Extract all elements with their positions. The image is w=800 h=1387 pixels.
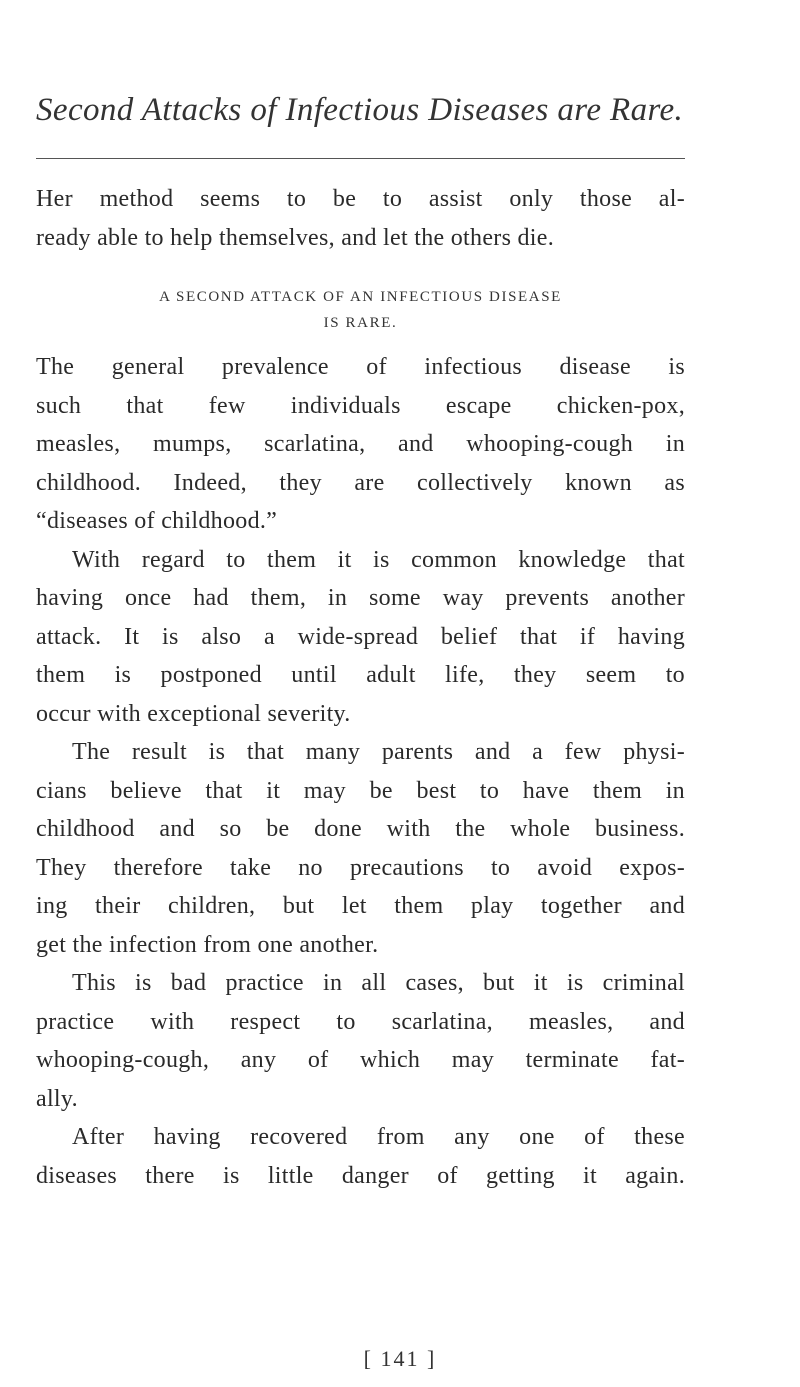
text-line: occur with exceptional severity. — [36, 700, 351, 727]
section-heading: IS RARE. — [323, 315, 398, 331]
text-line: The result is that many parents and a few physi- — [72, 739, 685, 765]
text-line: whooping-cough, any of which may terminate fat- — [36, 1047, 685, 1073]
text-line: practice with respect to scarlatina, measles, and — [36, 1008, 685, 1035]
text-line: After having recovered from any one of these — [72, 1124, 685, 1150]
header-rule — [36, 158, 685, 159]
section-heading: A SECOND ATTACK OF AN INFECTIOUS DISEASE — [159, 289, 562, 305]
text-line: measles, mumps, scarlatina, and whooping-cough in — [36, 431, 685, 457]
text-line: childhood. Indeed, they are collectively known as — [36, 469, 685, 496]
running-head: Second Attacks of Infectious Diseases are Rare. — [36, 92, 684, 128]
text-line: This is bad practice in all cases, but it is criminal — [72, 970, 685, 996]
text-line: attack. It is also a wide-spread belief that if having — [36, 623, 685, 650]
text-line: get the infection from one another. — [36, 931, 379, 958]
text-line: diseases there is little danger of getting it again. — [36, 1162, 685, 1189]
text-line: With regard to them it is common knowledge that — [72, 546, 685, 573]
text-line: ing their children, but let them play together and — [36, 893, 685, 919]
text-line: cians believe that it may be best to have them in — [36, 777, 685, 804]
text-line: such that few individuals escape chicken-pox, — [36, 392, 685, 419]
text-line: The general prevalence of infectious disease is — [36, 354, 685, 380]
text-line: “diseases of childhood.” — [36, 508, 278, 534]
page-number: [ 141 ] — [363, 1346, 437, 1371]
text-line: childhood and so be done with the whole business. — [36, 816, 685, 842]
text-line: ally. — [36, 1085, 78, 1112]
text-line: They therefore take no precautions to avoid expos- — [36, 854, 685, 881]
body-text — [36, 180, 685, 1195]
text-line: them is postponed until adult life, they seem to — [36, 662, 685, 688]
text-line: having once had them, in some way prevents another — [36, 585, 685, 611]
text-line: Her method seems to be to assist only those al- — [36, 186, 685, 212]
text-line: ready able to help themselves, and let the others die. — [36, 224, 555, 251]
